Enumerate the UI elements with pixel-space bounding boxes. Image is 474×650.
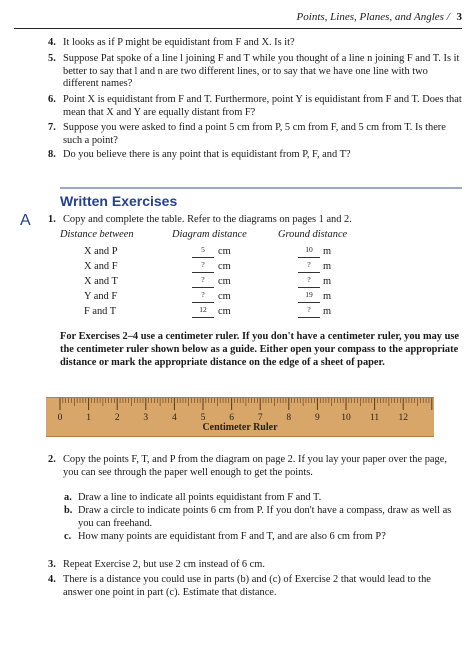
exercise-text: Repeat Exercise 2, but use 2 cm instead of 6 cm. — [63, 559, 265, 570]
ruler-label: 0 — [57, 413, 63, 423]
centimeter-ruler — [46, 397, 434, 437]
table-row — [60, 276, 460, 292]
table-row — [60, 291, 460, 307]
ground-unit: m — [323, 276, 332, 287]
question-4 — [48, 37, 462, 50]
question-5 — [48, 53, 462, 91]
level-marker: A — [20, 212, 31, 229]
exercise-text: Copy the points F, T, and P from the diagram on page 2. If you lay your paper over the page, you can see through the paper well enough to get the points. — [63, 454, 447, 478]
question-number: 5. — [48, 53, 56, 64]
diagram-distance-value: ? — [192, 276, 214, 288]
ruler-label: 5 — [200, 413, 206, 423]
diagram-distance-value: ? — [192, 261, 214, 273]
diagram-distance-value: 5 — [192, 246, 214, 258]
part-letter: c. — [64, 531, 72, 542]
exercise-4 — [48, 574, 462, 600]
question-6 — [48, 94, 462, 119]
row-label: X and F — [84, 261, 118, 272]
row-label: X and P — [84, 246, 118, 257]
part-text: Draw a circle to indicate points 6 cm from P. If you don't have a compass, draw as well as you can freehand. — [78, 505, 452, 529]
question-text: Suppose Pat spoke of a line l joining F and T while you thought of a line n joining F and T. Is it better to say that l and n are two different lines, or to say that we have one line with two different names? — [63, 53, 460, 90]
table-header-diagram-distance: Diagram distance — [172, 229, 247, 240]
ground-distance-value: ? — [298, 261, 320, 273]
ground-unit: m — [323, 306, 332, 317]
ruler-title: Centimeter Ruler — [202, 422, 278, 433]
page-number: 3 — [456, 11, 462, 23]
ground-distance-value: ? — [298, 276, 320, 288]
section-divider — [60, 187, 462, 189]
question-text: Suppose you were asked to find a point 5 cm from P, 5 cm from F, and 5 cm from T. Is there such a point? — [63, 122, 446, 146]
diagram-unit: cm — [218, 306, 231, 317]
ruler-label: 11 — [370, 413, 380, 423]
table-header-distance-between: Distance between — [60, 229, 134, 240]
row-label: Y and F — [84, 291, 118, 302]
exercise-3 — [48, 559, 462, 572]
section-title: Written Exercises — [60, 193, 178, 209]
question-8 — [48, 149, 462, 162]
question-text: It looks as if P might be equidistant from F and X. Is it? — [63, 37, 295, 48]
part-text: How many points are equidistant from F and T, and are also 6 cm from P? — [78, 531, 386, 542]
ruler-label: 7 — [257, 413, 263, 423]
diagram-unit: cm — [218, 291, 231, 302]
header-title: Points, Lines, Planes, and Angles — [296, 11, 444, 23]
ruler-instructions: For Exercises 2–4 use a centimeter ruler. If you don't have a centimeter ruler, you may use the centimeter ruler shown below as a guide. Either open your compass to the appropriate distance or mark the appropriate distance on the edge of a sheet of paper. — [60, 331, 460, 368]
question-number: 7. — [48, 122, 56, 133]
question-7 — [48, 122, 462, 147]
table-row — [60, 246, 460, 262]
exercise-number: 2. — [48, 454, 56, 465]
exercise-number: 3. — [48, 559, 56, 570]
part-letter: b. — [64, 505, 73, 516]
row-label: X and T — [84, 276, 118, 287]
ruler-label: 4 — [172, 413, 177, 423]
ruler-label: 2 — [114, 413, 120, 423]
exercise-2-part-a — [64, 492, 462, 505]
exercise-2-part-b — [64, 505, 462, 531]
ground-distance-value: 10 — [298, 246, 320, 258]
exercise-text: There is a distance you could use in parts (b) and (c) of Exercise 2 that would lead to the answer one point in part (c). Estimate that distance. — [63, 574, 431, 598]
exercise-text: Copy and complete the table. Refer to the diagrams on pages 1 and 2. — [63, 214, 352, 225]
ruler-label: 3 — [143, 413, 149, 423]
question-text: Point X is equidistant from F and T. Furthermore, point Y is equidistant from F and T. Does that mean that X and Y are equally distant from F? — [63, 94, 462, 118]
question-number: 6. — [48, 94, 56, 105]
running-header — [14, 8, 462, 29]
header-separator: / — [446, 11, 450, 23]
exercise-1 — [48, 214, 462, 227]
table-row — [60, 261, 460, 277]
ruler-label: 12 — [398, 413, 408, 423]
diagram-distance-value: ? — [192, 291, 214, 303]
exercise-number: 4. — [48, 574, 56, 585]
ruler-label: 9 — [315, 413, 320, 423]
ground-distance-value: 19 — [298, 291, 320, 303]
ruler-label: 6 — [229, 413, 234, 423]
exercise-2-part-c — [64, 531, 462, 544]
diagram-unit: cm — [218, 261, 231, 272]
ruler-label: 1 — [86, 413, 91, 423]
ground-unit: m — [323, 246, 332, 257]
part-text: Draw a line to indicate all points equidistant from F and T. — [78, 492, 322, 503]
ruler-label: 8 — [286, 413, 292, 423]
diagram-unit: cm — [218, 246, 231, 257]
exercise-2 — [48, 454, 462, 480]
question-number: 4. — [48, 37, 56, 48]
question-number: 8. — [48, 149, 56, 160]
row-label: F and T — [84, 306, 117, 317]
ground-distance-value: ? — [298, 306, 320, 318]
part-letter: a. — [64, 492, 72, 503]
diagram-distance-value: 12 — [192, 306, 214, 318]
diagram-unit: cm — [218, 276, 231, 287]
ground-unit: m — [323, 291, 332, 302]
ground-unit: m — [323, 261, 332, 272]
ruler-label: 10 — [341, 413, 351, 423]
exercise-number: 1. — [48, 214, 56, 225]
question-text: Do you believe there is any point that is equidistant from P, F, and T? — [63, 149, 351, 160]
table-row — [60, 306, 460, 322]
table-header-ground-distance: Ground distance — [278, 229, 348, 240]
